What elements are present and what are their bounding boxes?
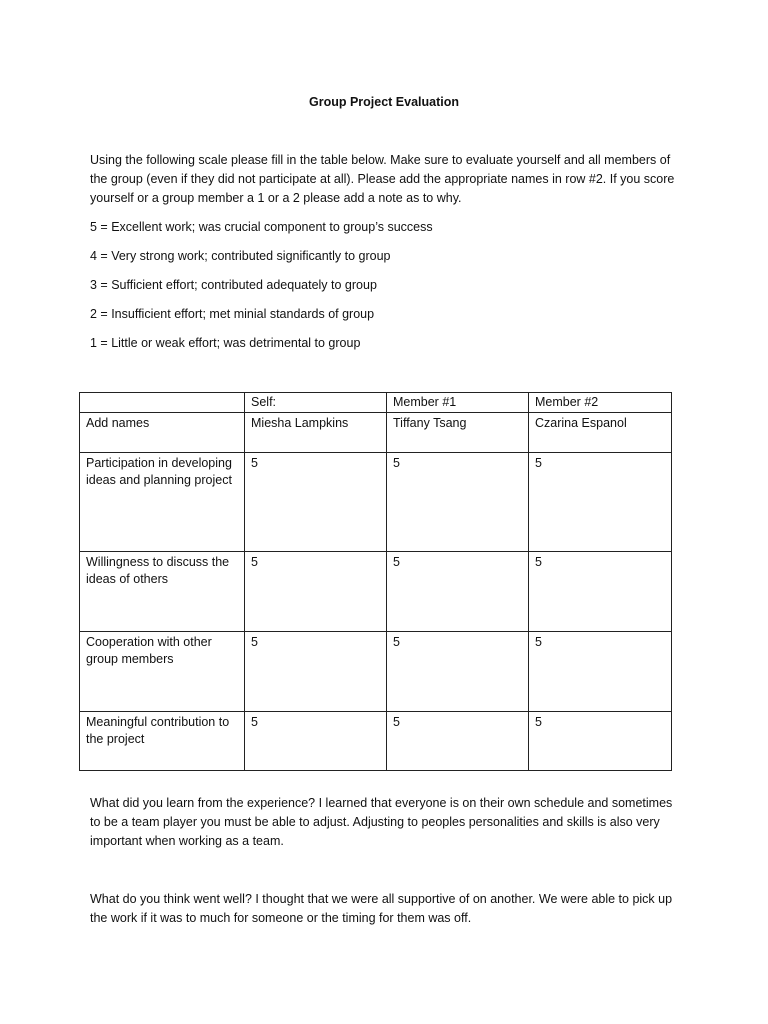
name-cell-member-1: Tiffany Tsang bbox=[387, 413, 529, 453]
name-cell-self: Miesha Lampkins bbox=[245, 413, 387, 453]
table-row bbox=[80, 453, 672, 552]
row-label: Participation in developing ideas and planning project bbox=[80, 453, 245, 552]
score-cell-member-1: 5 bbox=[387, 712, 529, 771]
scale-item-3: 3 = Sufficient effort; contributed adequately to group bbox=[90, 278, 377, 292]
document-title: Group Project Evaluation bbox=[308, 95, 460, 109]
score-cell-member-2: 5 bbox=[529, 552, 672, 632]
table-row-names bbox=[80, 413, 672, 453]
row-label: Meaningful contribution to the project bbox=[80, 712, 245, 771]
score-cell-member-2: 5 bbox=[529, 712, 672, 771]
scale-item-2: 2 = Insufficient effort; met minial standards of group bbox=[90, 307, 375, 321]
table-row bbox=[80, 552, 672, 632]
header-cell-member-2: Member #2 bbox=[529, 393, 672, 413]
score-cell-member-1: 5 bbox=[387, 552, 529, 632]
table-header-row bbox=[80, 393, 672, 413]
row-label: Cooperation with other group members bbox=[80, 632, 245, 712]
scale-item-4: 4 = Very strong work; contributed significantly to group bbox=[90, 249, 391, 263]
header-cell-member-1: Member #1 bbox=[387, 393, 529, 413]
row-label-names: Add names bbox=[80, 413, 245, 453]
score-cell-member-2: 5 bbox=[529, 632, 672, 712]
reflection-paragraph-learned: What did you learn from the experience? I learned that everyone is on their own schedule and sometimes to be a team player you must be able to adjust. Adjusting to peoples personalities and skills is also very important when working as a team. bbox=[90, 796, 673, 848]
score-cell-member-1: 5 bbox=[387, 453, 529, 552]
table-row bbox=[80, 632, 672, 712]
reflection-paragraph-went-well: What do you think went well? I thought that we were all supportive of on another. We were able to pick up the work if it was to much for someone or the timing for them was off. bbox=[90, 892, 673, 925]
instructions-paragraph: Using the following scale please fill in the table below. Make sure to evaluate yourself and all members of the group (even if they did not participate at all). Please add the appropriate names in row #2. If you score yourself or a group member a 1 or a 2 please add a note as to why. bbox=[90, 153, 675, 205]
score-cell-member-2: 5 bbox=[529, 453, 672, 552]
row-label: Willingness to discuss the ideas of others bbox=[80, 552, 245, 632]
score-cell-member-1: 5 bbox=[387, 632, 529, 712]
table-row bbox=[80, 712, 672, 771]
score-cell-self: 5 bbox=[245, 552, 387, 632]
scale-item-1: 1 = Little or weak effort; was detrimental to group bbox=[90, 336, 361, 350]
name-cell-member-2: Czarina Espanol bbox=[529, 413, 672, 453]
evaluation-table bbox=[79, 392, 672, 771]
score-cell-self: 5 bbox=[245, 453, 387, 552]
header-cell-empty bbox=[80, 393, 245, 413]
score-cell-self: 5 bbox=[245, 712, 387, 771]
score-cell-self: 5 bbox=[245, 632, 387, 712]
scale-item-5: 5 = Excellent work; was crucial component to group’s success bbox=[90, 220, 433, 234]
header-cell-self: Self: bbox=[245, 393, 387, 413]
